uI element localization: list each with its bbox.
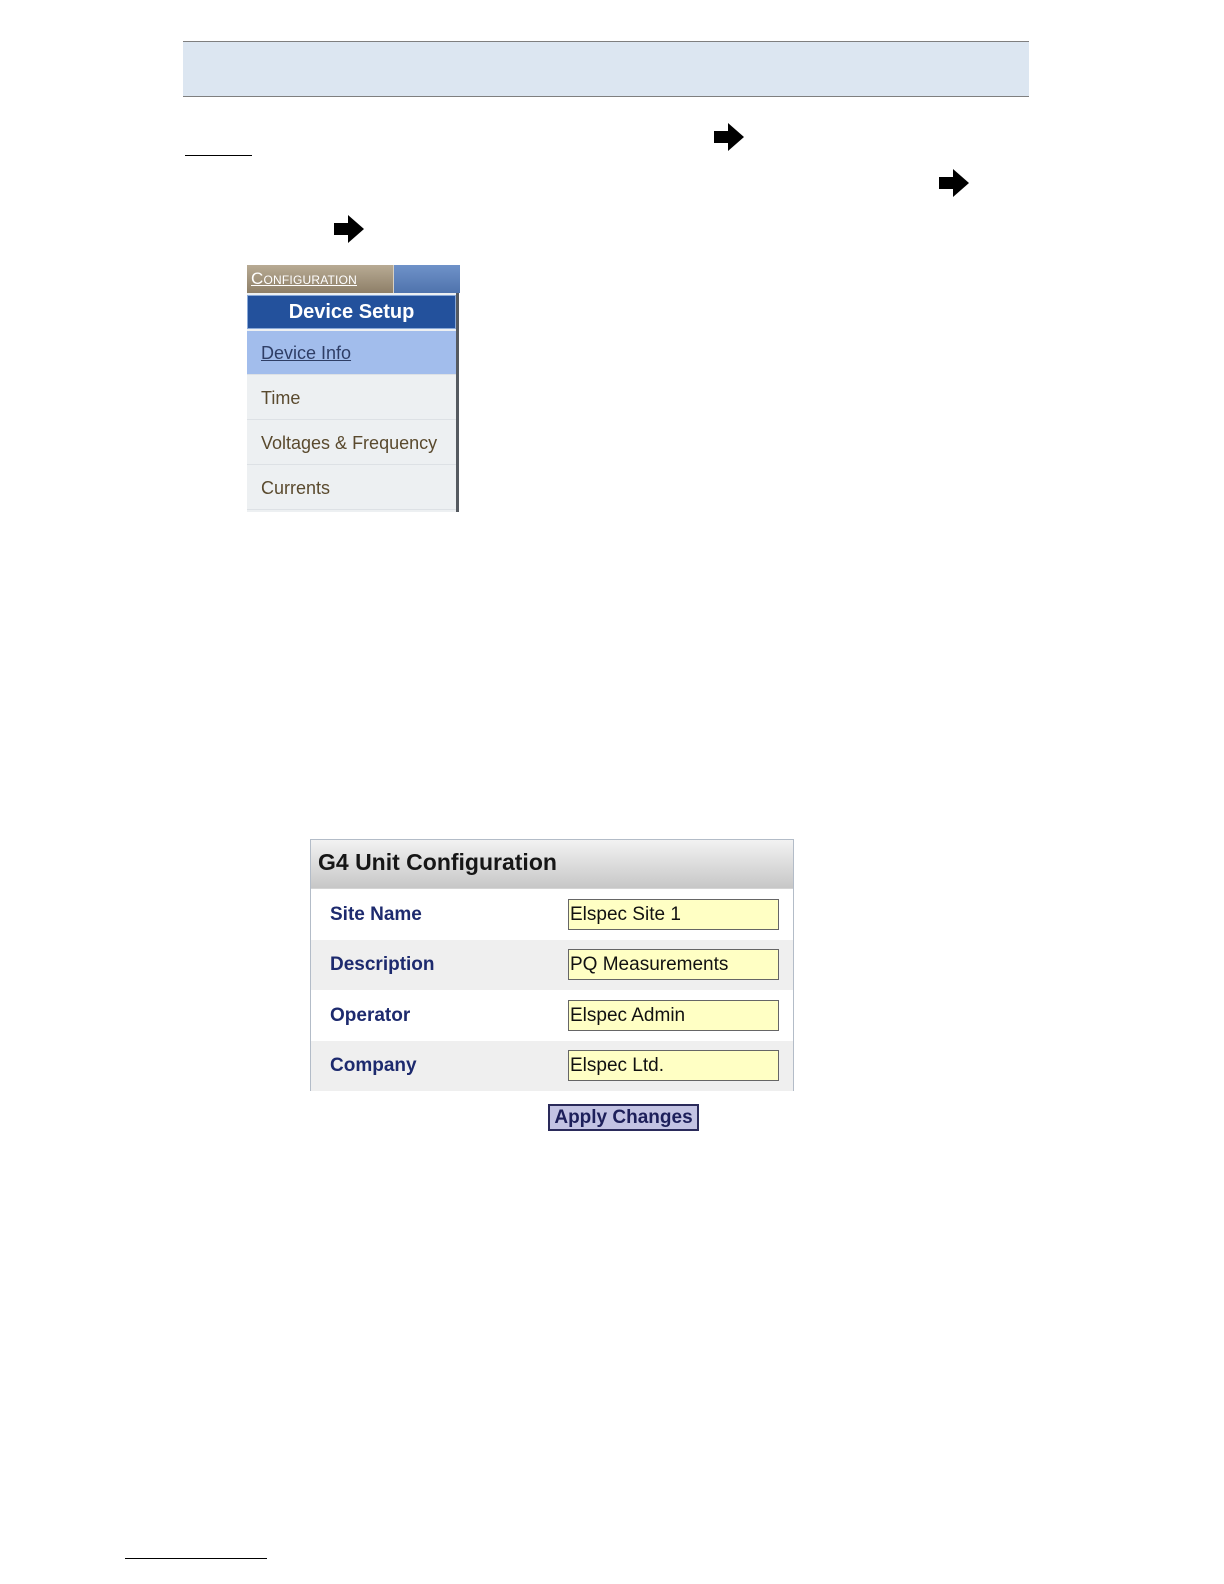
form-row-site-name (311, 890, 793, 940)
configuration-tab[interactable] (247, 265, 394, 293)
form-row-description (311, 940, 793, 990)
form-row-operator (311, 991, 793, 1041)
form-title: G4 Unit Configuration (311, 840, 793, 889)
apply-changes-button[interactable]: Apply Changes (548, 1104, 699, 1131)
device-setup-heading: Device Setup (247, 295, 456, 329)
company-input[interactable] (568, 1050, 779, 1081)
right-arrow-icon (713, 122, 745, 152)
menu-panel (247, 293, 459, 512)
page-header-band (183, 41, 1029, 97)
menu-item-currents[interactable]: Currents (247, 466, 456, 510)
right-arrow-icon (938, 168, 970, 198)
site-name-input[interactable] (568, 899, 779, 930)
menu-tab-bar (247, 265, 460, 293)
configuration-menu (247, 265, 460, 512)
footnote-rule (125, 1558, 267, 1559)
underline-rule (185, 155, 252, 156)
configuration-tab-label: Configuration (251, 269, 357, 288)
site-name-label: Site Name (330, 904, 422, 925)
operator-input[interactable] (568, 1000, 779, 1031)
description-label: Description (330, 954, 435, 975)
operator-label: Operator (330, 1005, 411, 1026)
company-label: Company (330, 1055, 417, 1076)
menu-item-device-info[interactable]: Device Info (247, 331, 456, 375)
g4-unit-configuration-form (310, 839, 794, 1091)
form-row-company (311, 1041, 793, 1091)
menu-item-time[interactable]: Time (247, 376, 456, 420)
description-input[interactable] (568, 949, 779, 980)
menu-item-voltages-frequency[interactable]: Voltages & Frequency (247, 421, 456, 465)
right-arrow-icon (333, 214, 365, 244)
